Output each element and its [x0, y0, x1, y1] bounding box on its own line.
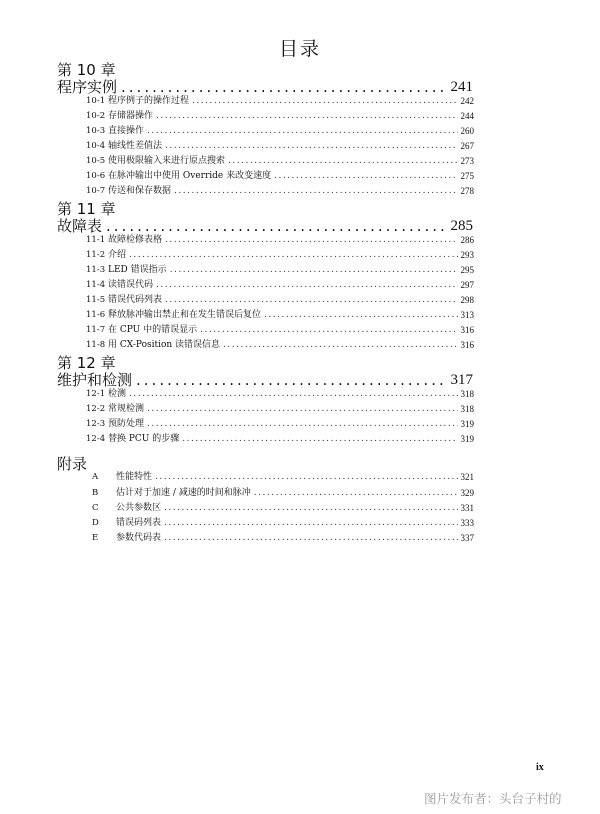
section-page: 331 [460, 503, 474, 513]
section-page: 318 [460, 389, 474, 399]
toc-entry[interactable] [86, 122, 474, 137]
section-title: 传送和保存数据 [108, 186, 172, 196]
section-number: 11-7 [86, 325, 106, 335]
section-title: LED 错误指示 [108, 265, 167, 275]
dot-leader [156, 110, 457, 122]
dot-leader [223, 339, 457, 351]
section-page: 319 [460, 434, 474, 444]
section-number: 10-1 [86, 96, 106, 106]
dot-leader [200, 324, 457, 336]
toc-entry[interactable] [86, 276, 474, 291]
section-title: 介绍 [108, 250, 127, 260]
appendix-letter: A [92, 472, 99, 482]
section-page: 321 [460, 472, 474, 482]
toc-entry[interactable] [86, 167, 474, 182]
section-number: 12-2 [86, 404, 106, 414]
dot-leader [129, 388, 457, 400]
section-title: 存储器操作 [108, 111, 154, 121]
dot-leader [165, 140, 457, 152]
toc-entry[interactable] [86, 400, 474, 415]
section-page: 293 [460, 250, 474, 260]
section-title: 参数代码表 [116, 533, 162, 543]
section-number: 12-4 [86, 434, 106, 444]
dot-leader [165, 234, 457, 246]
section-page: 273 [460, 156, 474, 166]
section-page: 298 [460, 295, 474, 305]
dot-leader [254, 487, 458, 499]
section-number: 11-8 [86, 340, 106, 350]
section-page: 244 [460, 111, 474, 121]
section-page: 286 [460, 235, 474, 245]
section-page: 313 [460, 310, 474, 320]
section-title: 性能特性 [116, 472, 153, 482]
appendix-heading: 附录 [57, 455, 88, 473]
section-page: 297 [460, 280, 474, 290]
dot-leader [165, 294, 457, 306]
page-title: 目录 [278, 38, 321, 60]
toc-entry[interactable] [86, 385, 474, 400]
dot-leader [170, 264, 458, 276]
section-number: 12-1 [86, 389, 106, 399]
chapter-page: 317 [450, 372, 473, 388]
dot-leader [147, 125, 457, 137]
section-number: 10-5 [86, 156, 106, 166]
dot-leader [129, 249, 457, 261]
toc-entry[interactable] [86, 152, 474, 167]
section-number: 11-3 [86, 265, 106, 275]
toc-entry[interactable] [86, 182, 474, 197]
section-title: 在脉冲输出中使用 Override 来改变速度 [108, 171, 272, 181]
section-title: 估计对于加速 / 减速的时间和脉冲 [116, 488, 251, 498]
dot-leader [228, 155, 457, 167]
dot-leader [164, 532, 457, 544]
chapter-page: 241 [450, 79, 473, 95]
dot-leader [164, 502, 457, 514]
page-number: ix [536, 762, 544, 773]
section-title: 检测 [108, 389, 127, 399]
section-title: 错误代码列表 [108, 295, 163, 305]
section-title: 使用极限输入来进行原点搜索 [108, 156, 226, 166]
section-number: 10-2 [86, 111, 106, 121]
chapter-label: 第 12 章 [57, 354, 116, 372]
toc-entry[interactable] [86, 499, 474, 514]
dot-leader [147, 403, 457, 415]
dot-leader [182, 433, 457, 445]
section-title: 故障检修表格 [108, 235, 163, 245]
section-title: 轴线性差值法 [108, 141, 163, 151]
dot-leader [264, 309, 457, 321]
toc-entry[interactable] [86, 430, 474, 445]
section-page: 267 [460, 141, 474, 151]
section-page: 329 [460, 488, 474, 498]
toc-entry[interactable] [86, 231, 474, 246]
section-page: 242 [460, 96, 474, 106]
toc-entry[interactable] [86, 484, 474, 499]
dot-leader [174, 185, 457, 197]
section-page: 316 [460, 340, 474, 350]
section-page: 337 [460, 533, 474, 543]
section-page: 260 [460, 126, 474, 136]
toc-entry[interactable] [86, 514, 474, 529]
dot-leader [156, 279, 457, 291]
dot-leader [147, 418, 457, 430]
section-title: 读错误代码 [108, 280, 154, 290]
chapter-label: 第 10 章 [57, 61, 116, 79]
dot-leader [192, 95, 457, 107]
toc-entry[interactable] [86, 261, 474, 276]
section-page: 295 [460, 265, 474, 275]
section-title: 预防处理 [108, 419, 145, 429]
section-number: 11-4 [86, 280, 106, 290]
section-title: 释放脉冲输出禁止和在发生错误后复位 [108, 310, 262, 320]
toc-entry[interactable] [86, 321, 474, 336]
section-number: 10-7 [86, 186, 106, 196]
section-number: 11-5 [86, 295, 106, 305]
toc-entry[interactable] [86, 107, 474, 122]
chapter-title: 程序实例 [57, 78, 118, 96]
toc-entry[interactable] [86, 468, 474, 483]
section-number: 10-3 [86, 126, 106, 136]
chapter-title: 故障表 [57, 217, 103, 235]
section-page: 333 [460, 518, 474, 528]
appendix-letter: C [92, 503, 99, 513]
section-title: 直接操作 [108, 126, 145, 136]
section-page: 278 [460, 186, 474, 196]
chapter-label: 第 11 章 [57, 200, 116, 218]
section-title: 用 CX-Position 读错误信息 [108, 340, 221, 350]
toc-entry[interactable] [86, 306, 474, 321]
section-page: 316 [460, 325, 474, 335]
dot-leader [274, 170, 457, 182]
toc-entry[interactable] [86, 529, 474, 544]
section-title: 在 CPU 中的错误显示 [108, 325, 198, 335]
appendix-letter: B [92, 488, 99, 498]
section-number: 11-2 [86, 250, 106, 260]
dot-leader [155, 471, 457, 483]
section-page: 319 [460, 419, 474, 429]
section-title: 公共参数区 [116, 503, 162, 513]
toc-entry[interactable] [86, 92, 474, 107]
section-number: 11-1 [86, 235, 106, 245]
section-number: 11-6 [86, 310, 106, 320]
section-title: 错误码列表 [116, 518, 162, 528]
section-title: 常规检测 [108, 404, 145, 414]
section-title: 替换 PCU 的步骤 [108, 434, 180, 444]
section-page: 275 [460, 171, 474, 181]
toc-entry[interactable] [86, 291, 474, 306]
toc-entry[interactable] [86, 246, 474, 261]
section-number: 10-4 [86, 141, 106, 151]
chapter-page: 285 [450, 218, 473, 234]
toc-entry[interactable] [86, 137, 474, 152]
appendix-letter: E [92, 533, 99, 543]
section-number: 10-6 [86, 171, 106, 181]
chapter-title: 维护和检测 [57, 371, 133, 389]
section-title: 程序例子的操作过程 [108, 96, 190, 106]
appendix-letter: D [92, 518, 99, 528]
section-number: 12-3 [86, 419, 106, 429]
section-page: 318 [460, 404, 474, 414]
toc-entry[interactable] [86, 336, 474, 351]
watermark: 图片发布者：头台子村的 [424, 791, 562, 806]
toc-entry[interactable] [86, 415, 474, 430]
dot-leader [164, 517, 457, 529]
